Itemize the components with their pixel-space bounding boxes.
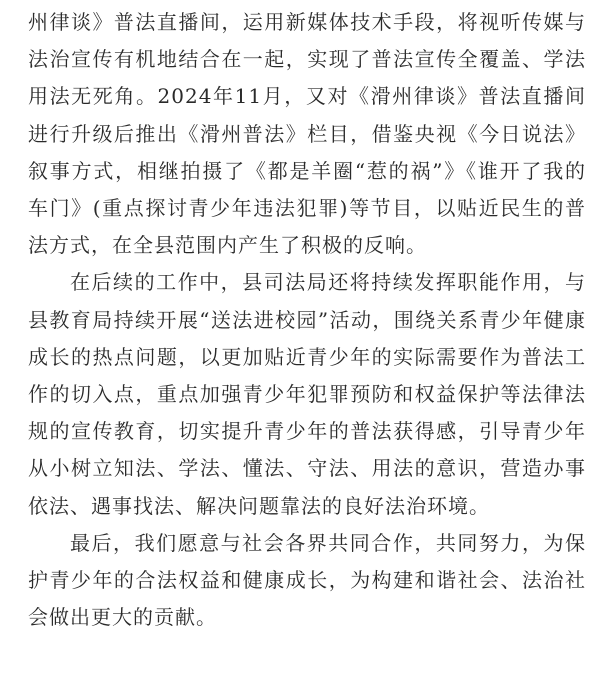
- paragraph-2: 在后续的工作中，县司法局还将持续发挥职能作用，与县教育局持续开展“送法进校园”活动，围绕关系青少年健康成长的热点问题，以更加贴近青少年的实际需要作为普法工作的切入点，重点加强青少年犯罪预防和权益保护等法律法规的宣传教育，切实提升青少年的普法获得感，引导青少年从小树立知法、学法、懂法、守法、用法的意识，营造办事依法、遇事找法、解决问题靠法的良好法治环境。: [28, 270, 586, 518]
- paragraph-1: 州律谈》普法直播间，运用新媒体技术手段，将视听传媒与法治宣传有机地结合在一起，实现了普法宣传全覆盖、学法用法无死角。2024年11月，又对《滑州律谈》普法直播间进行升级后推出《滑州普法》栏目，借鉴央视《今日说法》叙事方式，相继拍摄了《都是羊圈“惹的祸”》《谁开了我的车门》(重点探讨青少年违法犯罪)等节目，以贴近民生的普法方式，在全县范围内产生了积极的反响。: [28, 10, 586, 258]
- paragraph-3: 最后，我们愿意与社会各界共同合作，共同努力，为保护青少年的合法权益和健康成长，为构建和谐社会、法治社会做出更大的贡献。: [28, 530, 586, 630]
